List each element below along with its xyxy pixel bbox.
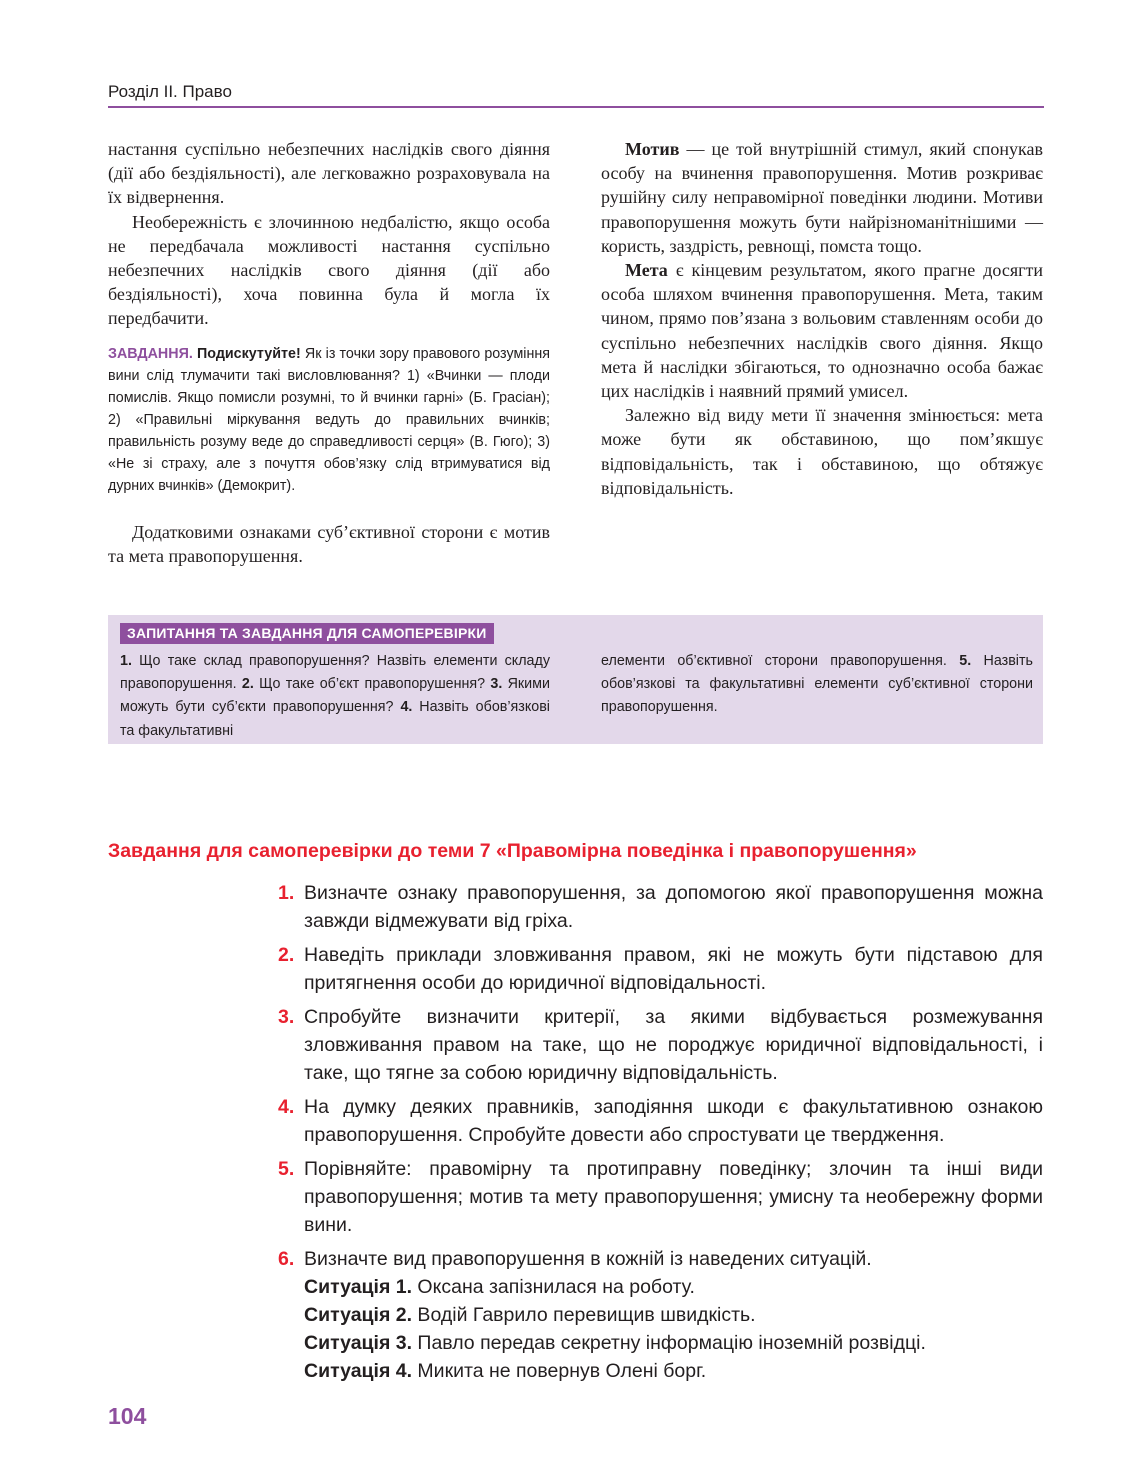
section-title: Розділ II. Право	[108, 82, 232, 101]
situation-line	[304, 1301, 1043, 1329]
task-lead: Подискутуйте!	[197, 346, 301, 362]
list-item	[278, 1245, 1043, 1385]
left-column	[108, 137, 550, 331]
discussion-task	[108, 343, 550, 497]
situation-line	[304, 1329, 1043, 1357]
situation-label: Ситуація 1.	[304, 1276, 413, 1298]
item-number: 6.	[278, 1248, 295, 1270]
situation-text: Микита не повернув Олені борг.	[412, 1360, 707, 1382]
self-check-list	[278, 879, 1043, 1391]
list-item	[278, 1093, 1043, 1149]
question-text: Що таке об’єкт правопорушення?	[253, 676, 486, 693]
item-text: На думку деяких правників, заподіяння шкоди є факультативною ознакою правопорушення. Спробуйте довести або спростувати це твердження.	[304, 1096, 1043, 1146]
review-column-left	[120, 650, 550, 743]
paragraph-text: є кінцевим результатом, якого прагне досягти особа шляхом вчинення правопорушення. Мета, таким чином, прямо пов’язана з вольовим ставленням особи до суспільно небезпечних наслідків свого діяння. Якщо мета й наслідки збігаються, то однозначно особа бажає цих наслідків і наявний прямий умисел.	[601, 260, 1043, 402]
question-text: Що таке склад правопорушення? Назвіть елементи складу правопорушення.	[120, 653, 550, 693]
question-text: Назвіть обов’язкові та факультативні	[120, 699, 550, 739]
question-number: 5.	[959, 653, 972, 669]
item-text: Визначте ознаку правопорушення, за допомогою якої правопорушення можна завжди відмежувати від гріха.	[304, 882, 1043, 932]
question-number: 4.	[400, 699, 413, 716]
situation-text: Оксана запізнилася на роботу.	[412, 1276, 695, 1298]
header-divider	[108, 106, 1044, 108]
paragraph: Залежно від виду мети її значення змінюється: мета може бути як обставиною, що пом’якшує відповідальність, так і обставиною, що обтяжує відповідальність.	[601, 405, 1043, 498]
paragraph: Необережність є злочинною недбалістю, якщо особа не передбачала можливості настання суспільно небезпечних наслідків свого діяння (дії або бездіяльності), хоча повинна була й могла їх передбачити.	[108, 211, 550, 329]
question-text: Назвіть обов’язкові та факультативні елементи суб’єктивної сторони правопорушення.	[601, 653, 1033, 716]
situation-label: Ситуація 2.	[304, 1304, 413, 1326]
task-text: Як із точки зору правового розуміння вини слід тлумачити такі висловлювання? 1) «Вчинки — плоди помислів. Якщо помисли розумні, то й вчинки гарні» (Б. Грасіан); 2) «Правильні міркування ведуть до правильних вчинків; правильність розуму веде до справедливості серця» (В. Гюго); 3) «Не зі страху, але з почуття обов’язку слід втримуватися від дурних вчинків» (Демокрит).	[108, 346, 550, 494]
question-text: Якими можуть бути суб’єкти правопорушення?	[120, 676, 550, 716]
review-title: ЗАПИТАННЯ ТА ЗАВДАННЯ ДЛЯ САМОПЕРЕВІРКИ	[120, 623, 494, 644]
paragraph: настання суспільно небезпечних наслідків свого діяння (дії або бездіяльності), але легковажно розраховувала на їх відвернення.	[108, 139, 550, 208]
list-item	[278, 1155, 1043, 1239]
situation-line	[304, 1273, 1043, 1301]
task-label: ЗАВДАННЯ.	[108, 346, 193, 362]
list-item	[278, 1003, 1043, 1087]
situation-label: Ситуація 4.	[304, 1360, 413, 1382]
paragraph-text: — це той внутрішній стимул, який спонукав особу на вчинення правопорушення. Мотив розкриває рушійну силу неправомірної поведінки людини. Мотиви правопорушення можуть бути найрізноманітнішими — користь, заздрість, ревнощі, помста тощо.	[601, 139, 1043, 256]
item-text: Порівняйте: правомірну та протиправну поведінку; злочин та інші види правопорушення; мотив та мету правопорушення; умисну та необережну форми вини.	[304, 1158, 1043, 1236]
term-motive: Мотив	[625, 139, 680, 159]
item-text: Наведіть приклади зловживання правом, які не можуть бути підставою для притягнення особи до юридичної відповідальності.	[304, 944, 1043, 994]
list-item	[278, 879, 1043, 935]
right-column	[601, 137, 1043, 500]
item-number: 1.	[278, 882, 295, 904]
self-check-heading: Завдання для самоперевірки до теми 7 «Правомірна поведінка і правопорушення»	[108, 840, 917, 862]
situation-line	[304, 1357, 1043, 1385]
review-questions-box	[108, 615, 1043, 744]
item-number: 3.	[278, 1006, 295, 1028]
list-item	[278, 941, 1043, 997]
paragraph: Додатковими ознаками суб’єктивної сторони є мотив та мета правопорушення.	[108, 522, 550, 567]
term-goal: Мета	[625, 260, 668, 281]
page-number: 104	[108, 1403, 147, 1429]
item-number: 5.	[278, 1158, 295, 1180]
situation-text: Водій Гаврило перевищив швидкість.	[412, 1304, 756, 1326]
item-number: 4.	[278, 1096, 295, 1118]
paragraph	[601, 137, 1043, 258]
question-text: елементи об’єктивної сторони правопорушення.	[601, 653, 947, 669]
situation-label: Ситуація 3.	[304, 1332, 413, 1354]
item-text: Спробуйте визначити критерії, за якими відбувається розмежування зловживання правом на таке, що не породжує юридичної відповідальності, і таке, що тягне за собою юридичну відповідальність.	[304, 1006, 1043, 1084]
question-number: 2.	[241, 676, 254, 693]
review-column-right	[601, 650, 1033, 720]
question-number: 1.	[120, 653, 132, 669]
situation-text: Павло передав секретну інформацію іноземній розвідці.	[412, 1332, 926, 1354]
paragraph	[601, 258, 1043, 403]
item-text: Визначте вид правопорушення в кожній із наведених ситуацій.	[304, 1248, 872, 1270]
question-number: 3.	[490, 676, 503, 693]
item-number: 2.	[278, 944, 295, 966]
